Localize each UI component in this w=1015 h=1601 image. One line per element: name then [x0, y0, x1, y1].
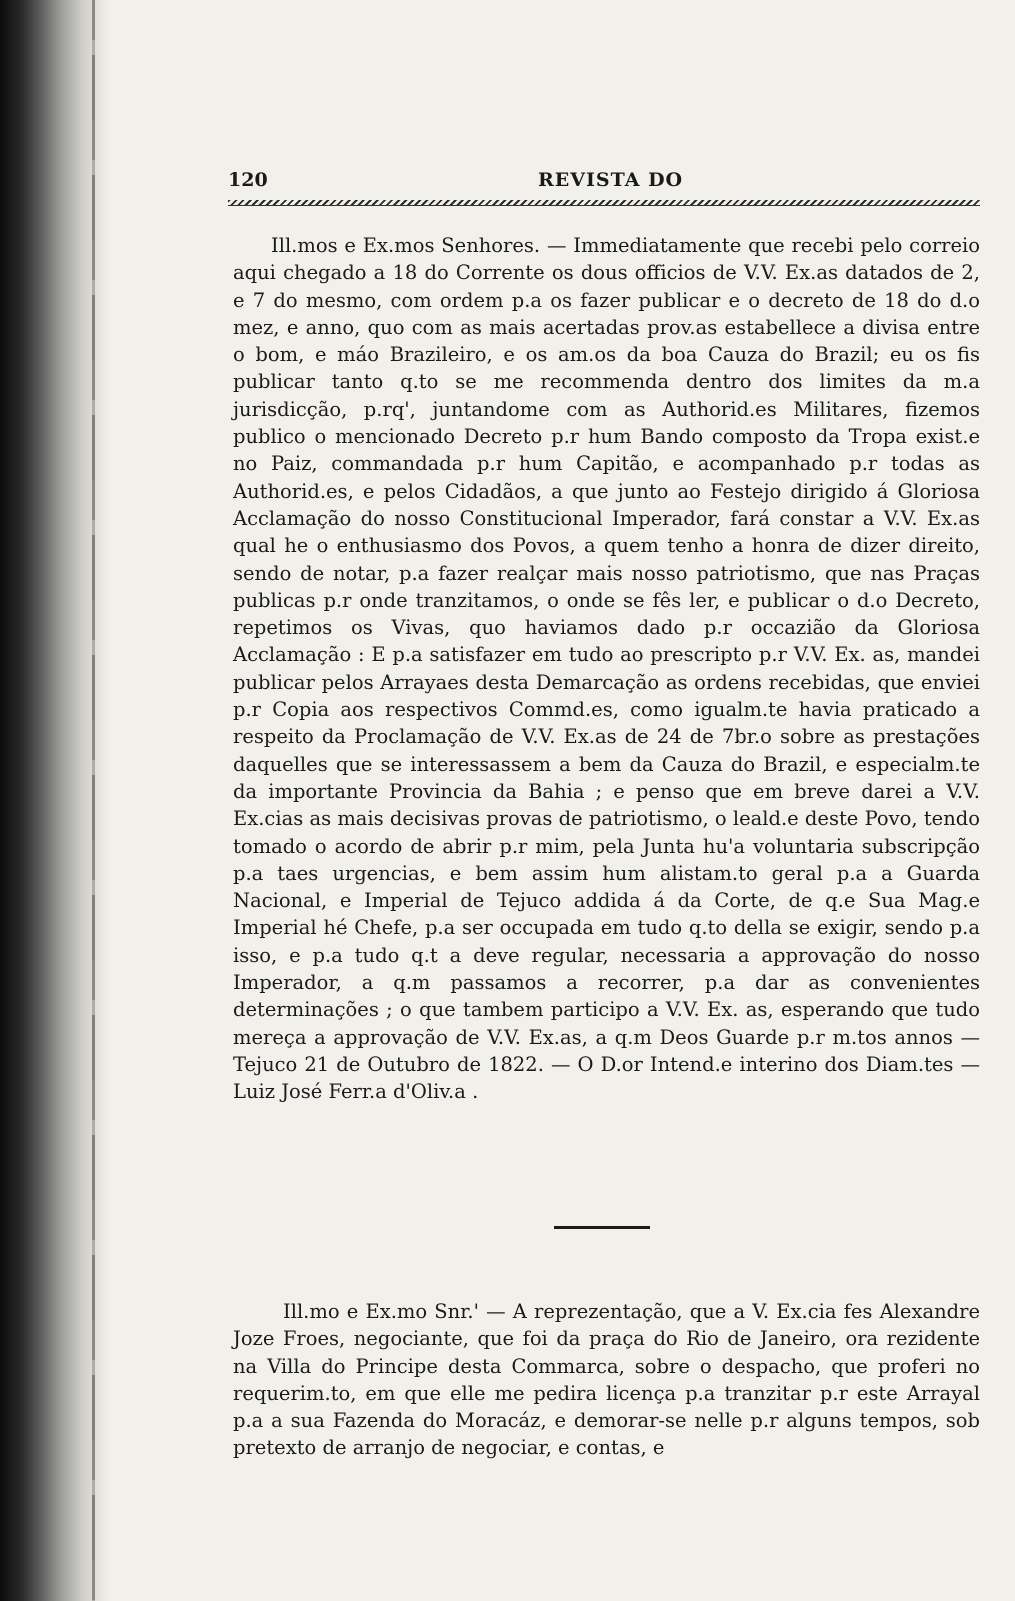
section-separator	[554, 1226, 650, 1229]
header-rule	[228, 200, 980, 206]
running-title: REVISTA DO	[538, 169, 684, 191]
page-number: 120	[228, 169, 268, 191]
letter-paragraph-1: Ill.mos e Ex.mos Senhores. — Immediatamente que recebi pelo correio aqui chegado a 18 do Corrente os dous officios de V.V. Ex.as datados de 2, e 7 do mesmo, com ordem p.a os fazer publicar e o decreto de 18 do d.o mez, e anno, quo com as mais acertadas prov.as estabellece a divisa entre o bom, e máo Brazileiro, e os am.os da boa Cauza do Brazil; eu os fis publicar tanto q.to se me recommenda dentro dos limites da m.a jurisdicção, p.rq', juntandome com as Authorid.es Militares, fizemos publico o mencionado Decreto p.r hum Bando composto da Tropa exist.e no Paiz, commandada p.r hum Capitão, e acompanhado p.r todas as Authorid.es, e pelos Cidadãos, a que junto ao Festejo dirigido á Gloriosa Acclamação do nosso Constitucional Imperador, fará constar a V.V. Ex.as qual he o enthusiasmo dos Povos, a quem tenho a honra de dizer direito, sendo de notar, p.a fazer realçar mais nosso patriotismo, que nas Praças publicas p.r onde tranzitamos, o onde se fês ler, e publicar o d.o Decreto, repetimos os Vivas, quo haviamos dado p.r occazião da Gloriosa Acclamação : E p.a satisfazer em tudo ao prescripto p.r V.V. Ex. as, mandei publicar pelos Arrayaes desta Demarcação as ordens recebidas, que enviei p.r Copia aos respectivos Commd.es, como igualm.te havia praticado a respeito da Proclamação de V.V. Ex.as de 24 de 7br.o sobre as prestações daquelles que se interessassem a bem da Cauza do Brazil, e especialm.te da importante Provincia da Bahia ; e penso que em breve darei a V.V. Ex.cias as mais decisivas provas de patriotismo, o leald.e deste Povo, tendo tomado o acordo de abrir p.r mim, pela Junta hu'a voluntaria subscripção p.a taes urgencias, e bem assim hum alistam.to geral p.a a Guarda Nacional, e Imperial de Tejuco addida á da Corte, de q.e Sua Mag.e Imperial hé Chefe, p.a ser occupada em tudo q.to della se exigir, sendo p.a isso, e p.a tudo q.t a deve regular, necessaria a approvação do nosso Imperador, a q.m passamos a recorrer, p.a dar as convenientes determinações ; o que tambem participo a V.V. Ex. as, esperando que tudo mereça a approvação de V.V. Ex.as, a q.m Deos Guarde p.r m.tos annos — Tejuco 21 de Outubro de 1822. — O D.or Intend.e interino dos Diam.tes — Luiz José Ferr.a d'Oliv.a .	[233, 234, 980, 1104]
letter-paragraph-2: Ill.mo e Ex.mo Snr.' — A reprezentação, que a V. Ex.cia fes Alexandre Joze Froes, negociante, que foi da praça do Rio de Janeiro, ora rezidente na Villa do Principe desta Commarca, sobre o despacho, que proferi no requerim.to, em que elle me pedira licença p.a tranzitar p.r este Arrayal p.a a sua Fazenda do Moracáz, e demorar-se nelle p.r alguns tempos, sob pretexto de arranjo de negociar, e contas, e	[233, 1300, 980, 1460]
page-header	[228, 169, 980, 199]
page-binding-shadow	[0, 0, 110, 1601]
